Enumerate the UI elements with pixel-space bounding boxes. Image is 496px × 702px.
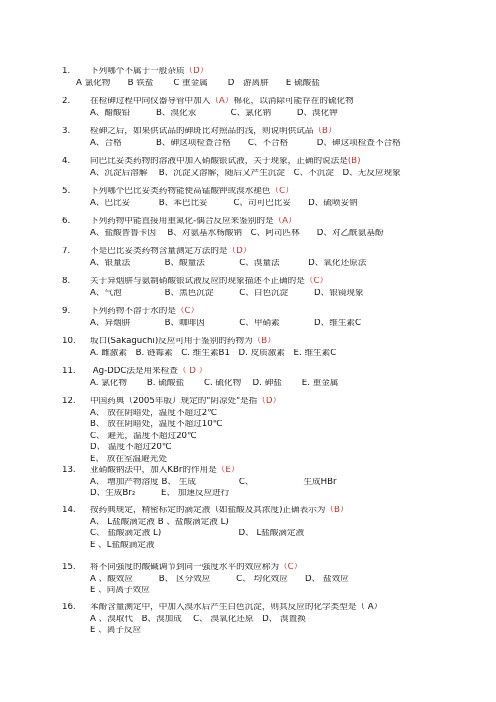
question-number: 3. xyxy=(62,127,71,136)
question-answer: （C） xyxy=(270,187,294,196)
question-options: A、沉淀后溶解 B、沉淀又溶解，随后又产生沉淀 C、不沉淀 D、无反应现象 xyxy=(90,168,401,178)
question-10 xyxy=(62,337,482,360)
question-5 xyxy=(62,187,482,210)
question-stem: 苯酚含量测定中，中加入溴水后产生白色沉淀，则其反应的化学类型是（ A） xyxy=(90,603,383,612)
question-stem: 亚硝酸钠法中，加入KBr的作用是 xyxy=(90,466,217,475)
question-2 xyxy=(62,97,482,120)
question-option: A、 增加产物溶度 B、 生成 C、 生成HBr xyxy=(90,477,337,487)
question-answer: （C） xyxy=(279,563,303,572)
question-answer: （D） xyxy=(257,397,282,406)
question-option: A 、酸效应 B、 区分效应 C、 均化效应 D、 盐效应 xyxy=(90,574,349,584)
question-option: A、 放在阴暗处，温度不超过2℃ xyxy=(90,408,217,418)
question-12 xyxy=(62,397,482,466)
question-number: 16. xyxy=(62,603,76,612)
question-option: B、 放在阴暗处，温度不超过10℃ xyxy=(90,420,223,429)
question-8 xyxy=(62,277,482,300)
question-13 xyxy=(62,466,482,501)
question-7 xyxy=(62,247,482,270)
question-option: E、 放在室温避光处 xyxy=(90,454,167,464)
question-options: A、合格 B、砷这项检查合格 C、不合格 D、砷这项检查不合格 xyxy=(90,138,401,148)
question-stem: Ag-DDC法是用来检查 xyxy=(90,367,178,376)
question-stem: 下列哪个不属于一般杂质 xyxy=(90,67,185,76)
question-3 xyxy=(62,127,482,150)
question-option: D、生成Br₂ E、 加速反应进行 xyxy=(90,489,230,498)
question-options: A. 雌激素 B. 链霉素 C. 维生素B1 D. 皮质激素 E. 维生素C xyxy=(90,348,337,358)
question-option: C、 盐酸滴定液 L) D、 L盐酸滴定液 xyxy=(90,529,305,538)
question-stem: 关于异烟肼与氨制硝酸银试液反应的现象描述不正确的是 xyxy=(90,277,305,286)
question-number: 7. xyxy=(62,247,71,256)
question-number: 13. xyxy=(62,466,76,475)
question-option: C、 避光，温度不超过20℃ xyxy=(90,431,197,441)
question-options: A、盐酸普鲁卡因 B、对氨基水杨酸钠 C、阿司匹林 D、对乙酰氨基酚 xyxy=(90,228,384,238)
question-answer: （D） xyxy=(227,247,252,256)
question-stem: 下列药物不溶于水的是 xyxy=(90,307,176,316)
question-answer: (B) xyxy=(347,157,361,166)
question-6 xyxy=(62,217,482,240)
question-stem: 中国药典（2005年版）规定的"阴凉处"是指 xyxy=(90,397,258,406)
question-options: A、银量法 B、酸量法 C、溴量法 D、氧化还原法 xyxy=(90,258,367,268)
question-number: 14. xyxy=(62,506,76,515)
question-number: 8. xyxy=(62,277,71,286)
question-14 xyxy=(62,506,482,552)
question-options: A 氯化物 B 铁盐 C 重金属 D 游离肼 E 硫酸盐 xyxy=(76,78,320,88)
question-answer: （E） xyxy=(216,466,240,475)
question-options: A. 氯化物 B. 硫酸盐 C. 硫化物 D. 砷盐 E. 重金属 xyxy=(90,378,339,388)
question-number: 11. xyxy=(62,367,76,376)
question-answer: （B） xyxy=(325,506,349,515)
question-answer: （A） xyxy=(273,217,297,226)
question-option: E 、L盐酸滴定液 xyxy=(90,540,155,550)
question-stem: 将不同强度的酸碱调节到同一强度水平的效应称为 xyxy=(90,563,280,572)
question-answer: （D） xyxy=(184,67,209,76)
question-answer: （B） xyxy=(252,337,276,346)
question-stem: 检砷之后，如果供试品的砷斑比对照品的浅，则说明供试品 xyxy=(90,127,314,136)
question-15 xyxy=(62,563,482,598)
question-options: A、巴比妥 B、苯巴比妥 C、司可巴比妥 D、硫喷妥钠 xyxy=(90,198,358,208)
question-stem: 不是巴比妥类药物含量测定方法的是 xyxy=(90,247,228,256)
question-option: D、 温度不超过20℃ xyxy=(90,443,172,452)
question-number: 12. xyxy=(62,397,76,406)
question-number: 10. xyxy=(62,337,76,346)
question-number: 9. xyxy=(62,307,71,316)
question-option: E 、同离子效应 xyxy=(90,586,150,595)
question-stem: 按药典规定，精密标定的滴定液（如盐酸及其浓度)正确表示为 xyxy=(90,506,326,515)
question-9 xyxy=(62,307,482,330)
question-options: A、气泡 B、黑色沉淀 C、白色沉淀 D、银镜现象 xyxy=(90,288,364,298)
question-options: A、醋酸铅 B、溴化汞 C、氯化钠 D、溴化钾 xyxy=(90,108,338,118)
question-number: 6. xyxy=(62,217,71,226)
question-stem: 下列药物中能直接用重氮化-偶合反应来鉴别的是 xyxy=(90,217,274,226)
question-answer: （C） xyxy=(304,277,329,286)
question-number: 1. xyxy=(62,67,71,76)
question-stem-after: 棉花，以消除可能存在的硫化物 xyxy=(233,97,354,106)
question-11 xyxy=(62,367,482,390)
question-number: 4. xyxy=(62,157,71,166)
question-options: A、异烟肼 B、咖啡因 C、甲硝素 D、维生素C xyxy=(90,318,362,328)
question-stem: 在检砷过程中向仪器导管中加入 xyxy=(90,97,211,106)
question-number: 2. xyxy=(62,97,71,106)
question-1 xyxy=(62,67,482,90)
question-stem: 坂口(Sakaguchi)反应可用于鉴别的药物为 xyxy=(90,337,253,346)
question-number: 15. xyxy=(62,563,76,572)
question-answer: （ D ） xyxy=(177,367,208,376)
question-4 xyxy=(62,157,482,180)
question-stem: 下列哪个巴比妥类药物能使高锰酸钾或溴水褪色 xyxy=(90,187,271,196)
question-stem: 向巴比妥类药物的溶液中加入硝酸银试液，关于现象，正确的说法是 xyxy=(90,157,348,166)
question-answer: （B） xyxy=(313,127,337,136)
question-option: A、 L盐酸滴定液 B 、盐酸滴定液 L) xyxy=(90,517,229,527)
question-option: E 、离子反应 xyxy=(90,626,142,635)
question-16 xyxy=(62,603,482,638)
question-answer: （A） xyxy=(210,97,234,106)
question-option: A 、溴取代 B、溴加成 C、 溴氧化还原 D、 溴置换 xyxy=(90,614,306,624)
question-number: 5. xyxy=(62,187,71,196)
question-answer: （C） xyxy=(175,307,200,316)
